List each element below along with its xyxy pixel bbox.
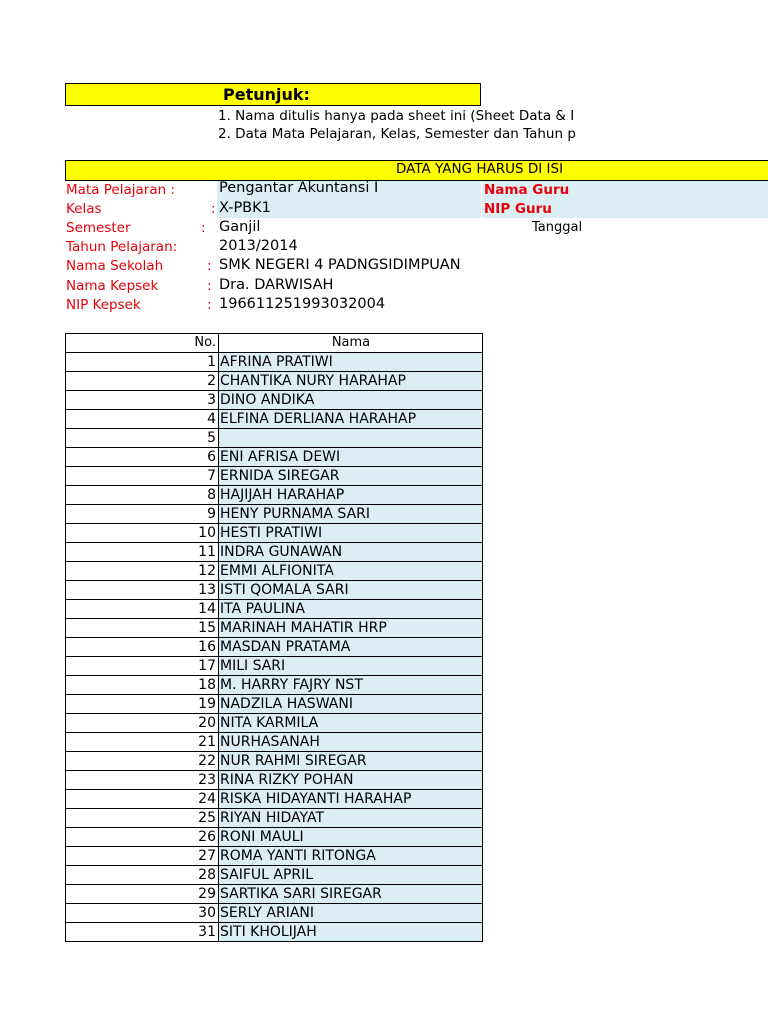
label-tanggal: Tanggal bbox=[532, 220, 583, 235]
student-name-cell[interactable]: NITA KARMILA bbox=[219, 714, 483, 733]
section-banner-title: DATA YANG HARUS DI ISI bbox=[396, 161, 564, 177]
student-name-cell[interactable]: RINA RIZKY POHAN bbox=[219, 771, 483, 790]
row-number: 9 bbox=[66, 505, 219, 524]
colon-nama-sekolah: : bbox=[207, 258, 212, 274]
student-name-cell[interactable]: RISKA HIDAYANTI HARAHAP bbox=[219, 790, 483, 809]
row-number: 4 bbox=[66, 410, 219, 429]
row-number: 18 bbox=[66, 676, 219, 695]
row-number: 17 bbox=[66, 657, 219, 676]
table-row bbox=[66, 486, 483, 505]
label-tahun-pelajaran: Tahun Pelajaran: bbox=[66, 239, 178, 255]
table-row bbox=[66, 353, 483, 372]
student-name-cell[interactable]: NURHASANAH bbox=[219, 733, 483, 752]
label-mata-pelajaran: Mata Pelajaran : bbox=[66, 182, 176, 198]
row-number: 31 bbox=[66, 923, 219, 942]
row-number: 21 bbox=[66, 733, 219, 752]
row-number: 23 bbox=[66, 771, 219, 790]
row-number: 7 bbox=[66, 467, 219, 486]
student-name-cell[interactable]: HENY PURNAMA SARI bbox=[219, 505, 483, 524]
table-row bbox=[66, 790, 483, 809]
student-name-cell[interactable]: M. HARRY FAJRY NST bbox=[219, 676, 483, 695]
table-row bbox=[66, 581, 483, 600]
value-semester[interactable]: Ganjil bbox=[219, 219, 261, 235]
row-number: 25 bbox=[66, 809, 219, 828]
value-nama-kepsek[interactable]: Dra. DARWISAH bbox=[219, 277, 334, 293]
row-number: 24 bbox=[66, 790, 219, 809]
table-row bbox=[66, 866, 483, 885]
student-name-cell[interactable]: MILI SARI bbox=[219, 657, 483, 676]
student-name-cell[interactable]: ENI AFRISA DEWI bbox=[219, 448, 483, 467]
table-row bbox=[66, 562, 483, 581]
instruction-note-2: 2. Data Mata Pelajaran, Kelas, Semester dan Tahun p bbox=[218, 126, 576, 142]
student-name-cell[interactable] bbox=[219, 429, 483, 448]
row-number: 27 bbox=[66, 847, 219, 866]
label-nip-kepsek: NIP Kepsek bbox=[66, 297, 141, 313]
student-name-cell[interactable]: AFRINA PRATIWI bbox=[219, 353, 483, 372]
row-number: 20 bbox=[66, 714, 219, 733]
table-row bbox=[66, 885, 483, 904]
row-number: 22 bbox=[66, 752, 219, 771]
student-name-cell[interactable]: SAIFUL APRIL bbox=[219, 866, 483, 885]
colon-kelas: : bbox=[211, 201, 216, 217]
row-number: 12 bbox=[66, 562, 219, 581]
student-name-cell[interactable]: ITA PAULINA bbox=[219, 600, 483, 619]
student-name-cell[interactable]: ROMA YANTI RITONGA bbox=[219, 847, 483, 866]
row-number: 29 bbox=[66, 885, 219, 904]
table-row bbox=[66, 410, 483, 429]
table-row bbox=[66, 467, 483, 486]
row-number: 5 bbox=[66, 429, 219, 448]
student-name-cell[interactable]: EMMI ALFIONITA bbox=[219, 562, 483, 581]
table-row bbox=[66, 657, 483, 676]
table-row bbox=[66, 828, 483, 847]
student-name-cell[interactable]: HESTI PRATIWI bbox=[219, 524, 483, 543]
student-name-cell[interactable]: RONI MAULI bbox=[219, 828, 483, 847]
table-row bbox=[66, 809, 483, 828]
table-row bbox=[66, 714, 483, 733]
student-name-cell[interactable]: SARTIKA SARI SIREGAR bbox=[219, 885, 483, 904]
student-name-cell[interactable]: NADZILA HASWANI bbox=[219, 695, 483, 714]
header-no: No. bbox=[66, 334, 219, 353]
student-name-cell[interactable]: RIYAN HIDAYAT bbox=[219, 809, 483, 828]
row-number: 19 bbox=[66, 695, 219, 714]
instructions-title: Petunjuk: bbox=[223, 85, 310, 104]
row-number: 6 bbox=[66, 448, 219, 467]
row-number: 8 bbox=[66, 486, 219, 505]
table-row bbox=[66, 847, 483, 866]
student-name-cell[interactable]: CHANTIKA NURY HARAHAP bbox=[219, 372, 483, 391]
row-number: 15 bbox=[66, 619, 219, 638]
value-tahun-pelajaran[interactable]: 2013/2014 bbox=[219, 238, 298, 254]
student-name-cell[interactable]: NUR RAHMI SIREGAR bbox=[219, 752, 483, 771]
student-name-cell[interactable]: SERLY ARIANI bbox=[219, 904, 483, 923]
value-mata-pelajaran[interactable]: Pengantar Akuntansi I bbox=[219, 180, 379, 196]
table-row bbox=[66, 904, 483, 923]
label-nama-sekolah: Nama Sekolah bbox=[66, 258, 164, 274]
header-nama: Nama bbox=[219, 334, 483, 353]
students-table bbox=[65, 333, 483, 942]
table-row bbox=[66, 638, 483, 657]
value-kelas[interactable]: X-PBK1 bbox=[219, 200, 271, 216]
table-row bbox=[66, 524, 483, 543]
student-name-cell[interactable]: ISTI QOMALA SARI bbox=[219, 581, 483, 600]
table-header-row bbox=[66, 334, 483, 353]
table-row bbox=[66, 505, 483, 524]
table-row bbox=[66, 752, 483, 771]
label-nama-kepsek: Nama Kepsek bbox=[66, 278, 159, 294]
instruction-note-1: 1. Nama ditulis hanya pada sheet ini (Sheet Data & I bbox=[218, 108, 575, 124]
colon-semester: : bbox=[201, 220, 206, 236]
row-number: 3 bbox=[66, 391, 219, 410]
row-number: 1 bbox=[66, 353, 219, 372]
table-row bbox=[66, 923, 483, 942]
student-name-cell[interactable]: DINO ANDIKA bbox=[219, 391, 483, 410]
row-number: 26 bbox=[66, 828, 219, 847]
table-row bbox=[66, 600, 483, 619]
row-number: 28 bbox=[66, 866, 219, 885]
student-name-cell[interactable]: MARINAH MAHATIR HRP bbox=[219, 619, 483, 638]
row-number: 16 bbox=[66, 638, 219, 657]
row-number: 11 bbox=[66, 543, 219, 562]
row-number: 2 bbox=[66, 372, 219, 391]
row-number: 13 bbox=[66, 581, 219, 600]
table-row bbox=[66, 695, 483, 714]
table-row bbox=[66, 619, 483, 638]
table-row bbox=[66, 391, 483, 410]
student-name-cell[interactable]: HAJIJAH HARAHAP bbox=[219, 486, 483, 505]
row-number: 14 bbox=[66, 600, 219, 619]
label-nip-guru: NIP Guru bbox=[484, 201, 552, 217]
table-row bbox=[66, 676, 483, 695]
table-row bbox=[66, 448, 483, 467]
value-nip-kepsek[interactable]: 196611251993032004 bbox=[219, 296, 386, 312]
table-row bbox=[66, 372, 483, 391]
row-number: 10 bbox=[66, 524, 219, 543]
label-kelas: Kelas bbox=[66, 201, 102, 217]
label-nama-guru: Nama Guru bbox=[484, 182, 570, 198]
student-name-cell[interactable]: INDRA GUNAWAN bbox=[219, 543, 483, 562]
student-name-cell[interactable]: MASDAN PRATAMA bbox=[219, 638, 483, 657]
table-row bbox=[66, 429, 483, 448]
colon-nip-kepsek: : bbox=[207, 297, 212, 313]
table-row bbox=[66, 733, 483, 752]
value-nama-sekolah[interactable]: SMK NEGERI 4 PADNGSIDIMPUAN bbox=[219, 257, 461, 273]
label-semester: Semester bbox=[66, 220, 131, 236]
student-name-cell[interactable]: ELFINA DERLIANA HARAHAP bbox=[219, 410, 483, 429]
colon-nama-kepsek: : bbox=[207, 278, 212, 294]
student-name-cell[interactable]: ERNIDA SIREGAR bbox=[219, 467, 483, 486]
table-row bbox=[66, 771, 483, 790]
student-name-cell[interactable]: SITI KHOLIJAH bbox=[219, 923, 483, 942]
table-row bbox=[66, 543, 483, 562]
row-number: 30 bbox=[66, 904, 219, 923]
